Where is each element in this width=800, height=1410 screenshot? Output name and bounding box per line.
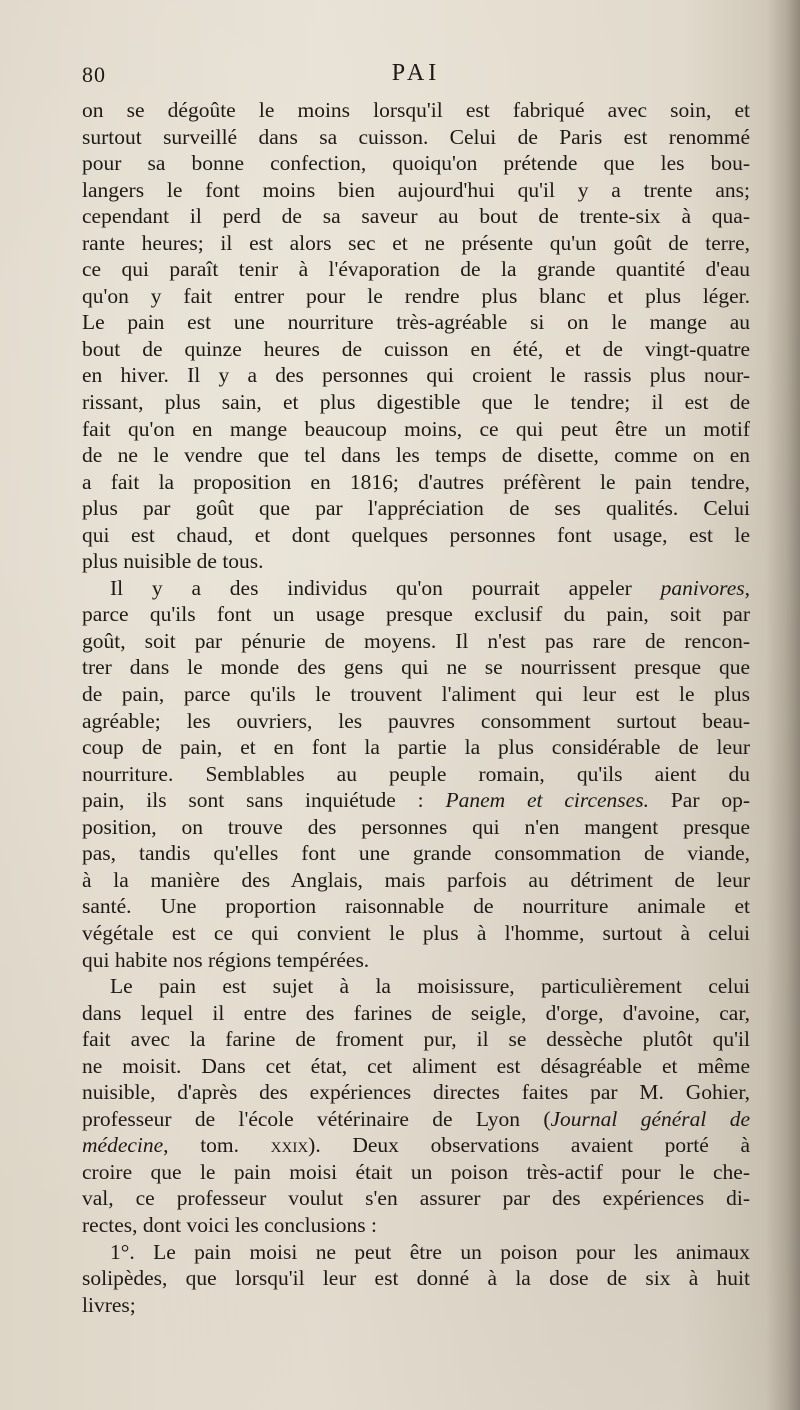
text-run: à la manière des Anglais, mais parfois au détriment de leur [82, 867, 750, 892]
text-line [82, 654, 750, 681]
text-run: xxix [270, 1133, 309, 1158]
text-line [82, 1053, 750, 1080]
text-line [82, 575, 750, 602]
text-run: Le pain est sujet à la moisissure, particulièrement celui [110, 974, 750, 999]
text-run: , tom. [163, 1133, 271, 1158]
text-run: fait avec la farine de froment pur, il se dessèche plutôt qu'il [82, 1027, 750, 1052]
italic-text: médecine [82, 1133, 164, 1158]
text-run: pas, tandis qu'elles font une grande consommation de viande, [82, 841, 750, 866]
text-line [82, 336, 750, 363]
text-line [82, 309, 750, 336]
text-run: rissant, plus sain, et plus digestible que le tendre; il est de [82, 390, 750, 415]
text-line [82, 973, 750, 1000]
text-run: qui habite nos régions tempérées. [82, 947, 370, 972]
text-run: ne moisit. Dans cet état, cet aliment est désagréable et même [82, 1053, 750, 1078]
text-line [82, 840, 750, 867]
text-line [82, 1106, 750, 1133]
text-run: santé. Une proportion raisonnable de nourriture animale et [82, 894, 750, 919]
text-run: parce qu'ils font un usage presque exclusif du pain, soit par [82, 602, 750, 627]
text-run: livres; [82, 1292, 136, 1317]
text-run: nuisible, d'après des expériences directes faites par M. Gohier, [82, 1080, 750, 1105]
text-line [82, 601, 750, 628]
text-run: nourriture. Semblables au peuple romain, qu'ils aient du [82, 761, 750, 786]
text-run: rectes, dont voici les conclusions : [82, 1212, 377, 1237]
text-line [82, 203, 750, 230]
text-line [82, 734, 750, 761]
page-number: 80 [82, 62, 106, 87]
text-run: végétale est ce qui convient le plus à l'homme, surtout à celui [82, 920, 750, 945]
text-line [82, 124, 750, 151]
body-text [82, 97, 750, 1318]
text-run: Il y a des individus qu'on pourrait appeler [110, 575, 661, 600]
text-line [82, 920, 750, 947]
text-run: de ne le vendre que tel dans les temps de disette, comme on en [82, 443, 750, 468]
text-run: , [744, 575, 750, 600]
text-line [82, 787, 750, 814]
page-header [82, 60, 750, 94]
italic-text: Journal général de [550, 1106, 750, 1131]
text-run: bout de quinze heures de cuisson en été, et de vingt-quatre [82, 336, 750, 361]
text-line [82, 283, 750, 310]
text-line [82, 814, 750, 841]
text-line [82, 256, 750, 283]
text-run: trer dans le monde des gens qui ne se nourrissent presque que [82, 655, 750, 680]
text-run: professeur de l'école vétérinaire de Lyon ( [82, 1106, 551, 1131]
running-head: PAI [391, 60, 441, 86]
text-line [82, 389, 750, 416]
text-run: ce qui paraît tenir à l'évaporation de la grande quantité d'eau [82, 257, 750, 282]
italic-text: panivores [660, 575, 745, 600]
text-line [82, 495, 750, 522]
text-line [82, 442, 750, 469]
text-line [82, 1265, 750, 1292]
text-run: rante heures; il est alors sec et ne présente qu'un goût de terre, [82, 230, 750, 255]
text-line [82, 947, 750, 974]
text-line [82, 416, 750, 443]
text-line [82, 177, 750, 204]
text-run: val, ce professeur voulut s'en assurer par des expériences di- [82, 1186, 750, 1211]
text-run: agréable; les ouvriers, les pauvres consomment surtout beau- [82, 708, 750, 733]
text-line [82, 150, 750, 177]
text-line [82, 1159, 750, 1186]
text-run: qui est chaud, et dont quelques personnes font usage, est le [82, 522, 750, 547]
text-run: plus nuisible de tous. [82, 549, 264, 574]
text-run: pour sa bonne confection, quoiqu'on prétende que les bou- [82, 151, 750, 176]
text-run: 1°. Le pain moisi ne peut être un poison pour les animaux [110, 1239, 750, 1264]
text-run: en hiver. Il y a des personnes qui croient le rassis plus nour- [82, 363, 750, 388]
text-line [82, 761, 750, 788]
text-run: surtout surveillé dans sa cuisson. Celui de Paris est renommé [82, 124, 750, 149]
text-line [82, 1212, 750, 1239]
text-run: on se dégoûte le moins lorsqu'il est fabriqué avec soin, et [82, 98, 750, 122]
text-run: de pain, parce qu'ils le trouvent l'aliment qui leur est le plus [82, 682, 750, 707]
text-line [82, 97, 750, 124]
text-line [82, 681, 750, 708]
text-run: pain, ils sont sans inquiétude : [82, 788, 446, 813]
page-edge-shadow [766, 0, 800, 1410]
text-run: goût, soit par pénurie de moyens. Il n'est pas rare de rencon- [82, 628, 750, 653]
text-line [82, 628, 750, 655]
text-line [82, 230, 750, 257]
text-line [82, 469, 750, 496]
text-run: croire que le pain moisi était un poison très-actif pour le che- [82, 1159, 750, 1184]
text-line [82, 1132, 750, 1159]
text-run: plus par goût que par l'appréciation de ses qualités. Celui [82, 496, 750, 521]
text-line [82, 867, 750, 894]
text-line [82, 362, 750, 389]
text-run: cependant il perd de sa saveur au bout de trente-six à qua- [82, 204, 750, 229]
text-run: fait qu'on en mange beaucoup moins, ce qui peut être un motif [82, 416, 750, 441]
text-line [82, 1026, 750, 1053]
text-line [82, 1239, 750, 1266]
text-line [82, 548, 750, 575]
text-line [82, 893, 750, 920]
text-line [82, 708, 750, 735]
text-line [82, 522, 750, 549]
italic-text: Panem et circenses. [445, 788, 649, 813]
text-run: solipèdes, que lorsqu'il leur est donné à la dose de six à huit [82, 1266, 750, 1291]
text-run: qu'on y fait entrer pour le rendre plus blanc et plus léger. [82, 283, 750, 308]
text-line [82, 1292, 750, 1319]
text-run: Par op- [648, 788, 750, 813]
text-run: ). Deux observations avaient porté à [308, 1133, 750, 1158]
text-run: dans lequel il entre des farines de seigle, d'orge, d'avoine, car, [82, 1000, 750, 1025]
text-run: Le pain est une nourriture très-agréable si on le mange au [82, 310, 750, 335]
text-run: coup de pain, et en font la partie la plus considérable de leur [82, 735, 750, 760]
text-run: a fait la proposition en 1816; d'autres préfèrent le pain tendre, [82, 469, 750, 494]
text-run: position, on trouve des personnes qui n'en mangent presque [82, 814, 750, 839]
text-run: langers le font moins bien aujourd'hui qu'il y a trente ans; [82, 177, 750, 202]
text-line [82, 1185, 750, 1212]
text-line [82, 1079, 750, 1106]
text-line [82, 1000, 750, 1027]
